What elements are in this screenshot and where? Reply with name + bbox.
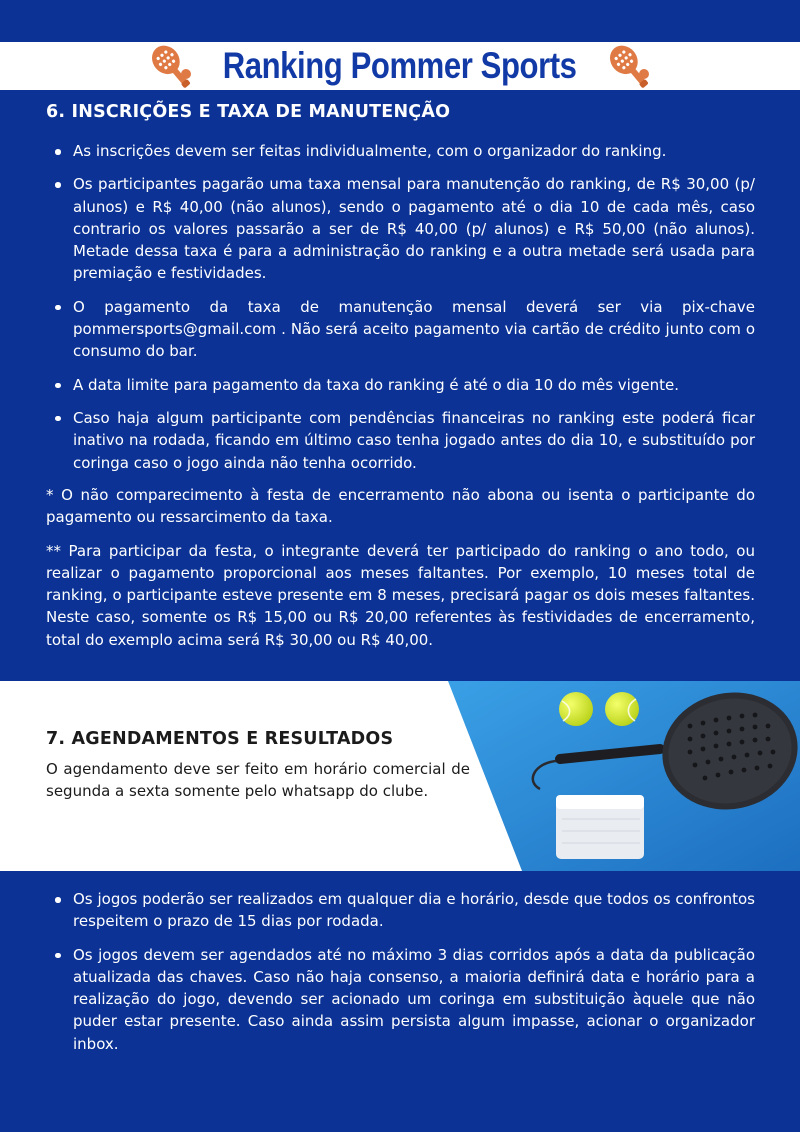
- section-6-notes: [46, 484, 755, 662]
- section-6-title: 6. INSCRIÇÕES E TAXA DE MANUTENÇÃO: [46, 102, 451, 122]
- list-item: Os jogos poderão ser realizados em qualquer dia e horário, desde que todos os confrontos respeitem o prazo de 15 dias por rodada.: [46, 888, 755, 933]
- list-item: Os jogos devem ser agendados até no máximo 3 dias corridos após a data da publicação atualizada das chaves. Caso não haja consenso, a maioria definirá data e horário para a realização do jogo, devendo ser acionado um coringa em substituição àquele que não puder estar presente. Caso ainda assim persista algum impasse, acionar o organizador inbox.: [46, 944, 755, 1055]
- section-6-list: [46, 140, 755, 485]
- note-2: ** Para participar da festa, o integrante deverá ter participado do ranking o ano todo, ou realizar o pagamento proporcional aos meses faltantes. Por exemplo, 10 meses total de ranking, o participante esteve presente em 8 meses, precisará pagar os dois meses faltantes. Neste caso, somente os R$ 15,00 ou R$ 20,00 referentes às festividades de encerramento, total do exemplo acima será R$ 30,00 ou R$ 40,00.: [46, 541, 755, 649]
- top-band: [0, 0, 800, 42]
- padel-racket-icon: [145, 44, 197, 88]
- note-1: * O não comparecimento à festa de encerramento não abona ou isenta o participante do pagamento ou ressarcimento da taxa.: [46, 486, 755, 527]
- list-item: A data limite para pagamento da taxa do ranking é até o dia 10 do mês vigente.: [46, 374, 755, 396]
- section-7-title: 7. AGENDAMENTOS E RESULTADOS: [46, 729, 394, 749]
- section-7-list: [46, 888, 755, 1066]
- list-item: Caso haja algum participante com pendências financeiras no ranking este poderá ficar inativo na rodada, ficando em último caso tenha jogado antes do dia 10, e substituído por coringa caso o jogo ainda não tenha ocorrido.: [46, 407, 755, 474]
- list-item: As inscrições devem ser feitas individualmente, com o organizador do ranking.: [46, 140, 755, 162]
- section-7-intro: O agendamento deve ser feito em horário comercial de segunda a sexta somente pelo whatsapp do clube.: [46, 760, 470, 801]
- section-7-band: [0, 681, 800, 871]
- list-item: O pagamento da taxa de manutenção mensal deverá ser via pix-chave pommersports@gmail.com . Não será aceito pagamento via cartão de crédito junto com o consumo do bar.: [46, 296, 755, 363]
- padel-racket-icon: [603, 44, 655, 88]
- page-header: [0, 42, 800, 90]
- brand-title: Ranking Pommer Sports: [223, 45, 577, 86]
- list-item: Os participantes pagarão uma taxa mensal para manutenção do ranking, de R$ 30,00 (p/ alunos) e R$ 40,00 (não alunos), sendo o pagamento até o dia 10 de cada mês, caso contrario os valores passarão a ser de R$ 40,00 (p/ alunos) e R$ 50,00 (não alunos). Metade dessa taxa é para a administração do ranking e a outra metade será usada para premiação e festividades.: [46, 173, 755, 284]
